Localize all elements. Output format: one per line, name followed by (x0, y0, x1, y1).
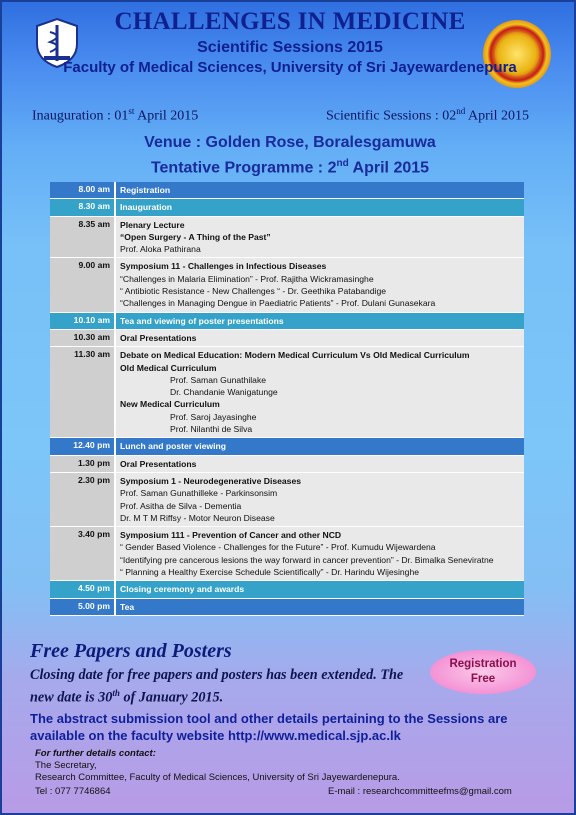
schedule-time: 8.00 am (50, 182, 115, 199)
schedule-row (50, 527, 524, 581)
schedule-line: “ Gender Based Violence - Challenges for the Future” - Prof. Kumudu Wijewardena (120, 542, 436, 553)
faculty-name: Faculty of Medical Sciences, University of Sri Jayewardenepura (63, 59, 517, 76)
schedule-time: 2.30 pm (50, 472, 115, 526)
schedule-line: Tea (120, 601, 135, 612)
contact-phone: Tel : 077 7746864 (35, 786, 111, 797)
schedule-item (115, 199, 524, 216)
programme-date: Tentative Programme : 2nd April 2015 (150, 158, 430, 177)
programme-table (50, 182, 524, 616)
schedule-row (50, 455, 524, 472)
schedule-line: Symposium 11 - Challenges in Infectious Diseases (120, 261, 327, 272)
schedule-row (50, 182, 524, 199)
schedule-line: Lunch and poster viewing (120, 441, 226, 452)
schedule-line: Plenary Lecture (120, 219, 185, 230)
schedule-time: 3.40 pm (50, 527, 115, 581)
schedule-item (115, 312, 524, 329)
schedule-line: Prof. Asitha de Silva - Dementia (120, 500, 242, 511)
schedule-line: Closing ceremony and awards (120, 584, 245, 595)
schedule-time: 4.50 pm (50, 581, 115, 598)
schedule-time: 11.30 am (50, 347, 115, 438)
schedule-time: 10.30 am (50, 329, 115, 346)
schedule-line: Prof. Nilanthi de Silva (170, 424, 253, 435)
schedule-item (115, 455, 524, 472)
schedule-line: “Challenges in Malaria Elimination” - Prof. Rajitha Wickramasinghe (120, 273, 374, 284)
header (2, 8, 576, 77)
schedule-item (115, 581, 524, 598)
schedule-line: Symposium 1 - Neurodegenerative Diseases (120, 475, 302, 486)
page-title: CHALLENGES IN MEDICINE (114, 8, 466, 35)
schedule-line: “ Planning a Healthy Exercise Schedule Scientifically” - Dr. Harindu Wijesinghe (120, 567, 420, 578)
schedule-line: Prof. Saman Gunathilake (170, 374, 267, 385)
schedule-line: Prof. Saman Gunathilleke - Parkinsonsim (120, 488, 278, 499)
schedule-line: Old Medical Curriculum (120, 362, 217, 373)
schedule-line: Dr. Chandanie Wanigatunge (170, 387, 278, 398)
schedule-row (50, 438, 524, 455)
sessions-date: Scientific Sessions : 02nd April 2015 (326, 106, 530, 124)
schedule-time: 8.35 am (50, 216, 115, 258)
schedule-row (50, 329, 524, 346)
schedule-line: Symposium 111 - Prevention of Cancer and other NCD (120, 530, 342, 541)
schedule-time: 1.30 pm (50, 455, 115, 472)
contact-line: Research Committee, Faculty of Medical Sciences, University of Sri Jayewardenepura. (35, 772, 400, 783)
inauguration-date: Inauguration : 01st April 2015 (32, 106, 199, 124)
schedule-item (115, 527, 524, 581)
schedule-line: “ Antibiotic Resistance - New Challenges “ - Dr. Geethika Patabandige (120, 286, 387, 297)
contact-block (35, 748, 565, 784)
schedule-line: Tea and viewing of poster presentations (120, 315, 284, 326)
venue-block (2, 132, 576, 178)
schedule-line: Oral Presentations (120, 458, 197, 469)
schedule-item (115, 329, 524, 346)
schedule-line: Prof. Aloka Pathirana (120, 244, 201, 255)
schedule-time: 12.40 pm (50, 438, 115, 455)
schedule-row (50, 581, 524, 598)
schedule-item (115, 182, 524, 199)
subtitle: Scientific Sessions 2015 (197, 39, 383, 56)
schedule-line: “Identifying pre cancerous lesions the way forward in cancer prevention” - Dr. Bimalka Seneviratne (120, 554, 494, 565)
venue: Venue : Golden Rose, Boralesgamuwa (144, 134, 436, 151)
free-papers-heading: Free Papers and Posters (30, 640, 232, 662)
contact-heading: For further details contact: (35, 748, 156, 759)
schedule-line: Dr. M T M Riffsy - Motor Neuron Disease (120, 512, 275, 523)
schedule-row (50, 312, 524, 329)
schedule-item (115, 438, 524, 455)
schedule-row (50, 216, 524, 258)
contact-email: E-mail : researchcommitteefms@gmail.com (328, 786, 512, 797)
schedule-row (50, 258, 524, 312)
schedule-time: 5.00 pm (50, 598, 115, 615)
schedule-item (115, 472, 524, 526)
schedule-line: “Open Surgery - A Thing of the Past” (120, 231, 271, 242)
schedule-item (115, 258, 524, 312)
abstract-info: The abstract submission tool and other details pertaining to the Sessions are available on the faculty website http://www.medical.sjp.ac.lk (30, 711, 508, 743)
schedule-line: Oral Presentations (120, 332, 197, 343)
schedule-row (50, 472, 524, 526)
schedule-line: Debate on Medical Education: Modern Medical Curriculum Vs Old Medical Curriculum (120, 350, 470, 361)
schedule-line: Inauguration (120, 202, 173, 213)
registration-free-badge: Registration Free (430, 650, 536, 694)
schedule-line: New Medical Curriculum (120, 399, 220, 410)
schedule-time: 8.30 am (50, 199, 115, 216)
schedule-item (115, 347, 524, 438)
schedule-line: Registration (120, 185, 171, 195)
schedule-line: “Challenges in Managing Dengue in Paediatric Patients” - Prof. Dulani Gunasekara (120, 298, 436, 309)
schedule-time: 9.00 am (50, 258, 115, 312)
schedule-line: Prof. Saroj Jayasinghe (170, 411, 257, 422)
schedule-item (115, 598, 524, 615)
schedule-item (115, 216, 524, 258)
contact-line: The Secretary, (35, 760, 97, 771)
schedule-row (50, 598, 524, 615)
schedule-time: 10.10 am (50, 312, 115, 329)
schedule-row (50, 347, 524, 438)
schedule-row (50, 199, 524, 216)
free-papers-text: Closing date for free papers and posters has been extended. The new date is 30th of January 2015. (30, 667, 404, 706)
